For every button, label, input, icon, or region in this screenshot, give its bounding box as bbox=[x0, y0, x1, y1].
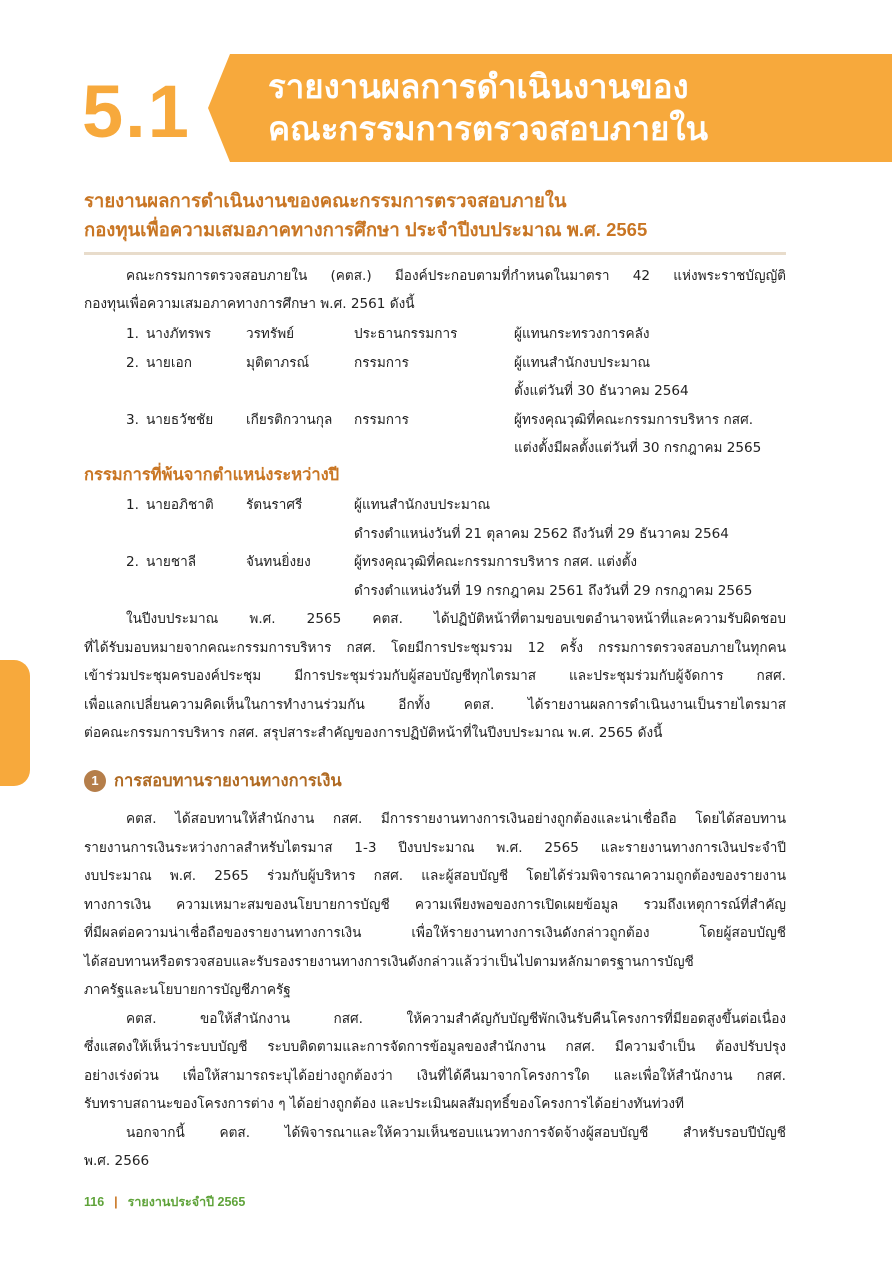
summary-line: เพื่อแลกเปลี่ยนความคิดเห็นในการทำงานร่วมกัน อีกทั้ง คตส. ได้รายงานผลการดำเนินงานเป็นรายไตรมาส bbox=[84, 697, 786, 713]
retired-first-name: นายชาลี bbox=[146, 554, 197, 570]
paragraph-line: คตส. ขอให้สำนักงาน กสศ. ให้ความสำคัญกับบัญชีพักเงินรับคืนโครงการที่มียอดสูงขึ้นต่อเนื่อง bbox=[126, 1011, 786, 1027]
paragraph-line: คตส. ได้สอบทานให้สำนักงาน กสศ. มีการรายงานทางการเงินอย่างถูกต้องและน่าเชื่อถือ โดยได้สอบทาน bbox=[126, 811, 786, 827]
summary-line: ต่อคณะกรรมการบริหาร กสศ. สรุปสาระสำคัญของการปฏิบัติหน้าที่ในปีงบประมาณ พ.ศ. 2565 ดังนี้ bbox=[84, 725, 663, 741]
retired-no: 2. bbox=[126, 554, 139, 570]
page-number: 116 bbox=[84, 1195, 105, 1209]
member-representing-note: ตั้งแต่วันที่ 30 ธันวาคม 2564 bbox=[514, 383, 689, 399]
member-first-name: นางภัทรพร bbox=[146, 326, 212, 342]
member-no: 3. bbox=[126, 412, 139, 428]
intro-line1: คณะกรรมการตรวจสอบภายใน (คตส.) มีองค์ประกอบตามที่กำหนดในมาตรา 42 แห่งพระราชบัญญัติ bbox=[126, 268, 786, 284]
retired-term: ดำรงตำแหน่งวันที่ 21 ตุลาคม 2562 ถึงวันที่ 29 ธันวาคม 2564 bbox=[354, 526, 729, 542]
heading-divider bbox=[84, 252, 786, 255]
retired-position: ผู้ทรงคุณวุฒิที่คณะกรรมการบริหาร กสศ. แต่งตั้ง bbox=[354, 554, 638, 570]
paragraph-line: รับทราบสถานะของโครงการต่าง ๆ ได้อย่างถูกต้อง และประเมินผลสัมฤทธิ์ของโครงการได้อย่างทันท่วงที bbox=[84, 1096, 684, 1112]
retired-last-name: รัตนราศรี bbox=[246, 497, 303, 513]
footer-separator: | bbox=[114, 1195, 118, 1209]
member-role: ประธานกรรมการ bbox=[354, 326, 458, 342]
member-representing: ผู้แทนกระทรวงการคลัง bbox=[514, 326, 650, 342]
member-representing: ผู้แทนสำนักงบประมาณ bbox=[514, 355, 651, 371]
side-tab-marker bbox=[0, 660, 30, 786]
paragraph-line: ภาครัฐและนโยบายการบัญชีภาครัฐ bbox=[84, 982, 291, 998]
section-title-line1: รายงานผลการดำเนินงานของ bbox=[268, 68, 689, 105]
paragraph-line: ได้สอบทานหรือตรวจสอบและรับรองรายงานทางการเงินดังกล่าวแล้วว่าเป็นไปตามหลักมาตรฐานการบัญชี bbox=[84, 954, 694, 970]
topic-number-badge: 1 bbox=[84, 770, 106, 792]
footer-label: รายงานประจำปี 2565 bbox=[127, 1195, 246, 1209]
report-heading-line2: กองทุนเพื่อความเสมอภาคทางการศึกษา ประจำปีงบประมาณ พ.ศ. 2565 bbox=[84, 219, 648, 240]
intro-line2: กองทุนเพื่อความเสมอภาคทางการศึกษา พ.ศ. 2561 ดังนี้ bbox=[84, 296, 415, 312]
retired-members-heading: กรรมการที่พ้นจากตำแหน่งระหว่างปี bbox=[84, 466, 340, 484]
retired-term: ดำรงตำแหน่งวันที่ 19 กรกฎาคม 2561 ถึงวันที่ 29 กรกฎาคม 2565 bbox=[354, 583, 753, 599]
member-last-name: มุติตาภรณ์ bbox=[246, 355, 310, 371]
retired-no: 1. bbox=[126, 497, 139, 513]
section-title bbox=[268, 66, 868, 150]
paragraph-line: อย่างเร่งด่วน เพื่อให้สามารถระบุได้อย่างถูกต้องว่า เงินที่ได้คืนมาจากโครงการใด และเพื่อให้สำนักงาน กสศ. bbox=[84, 1068, 786, 1084]
report-heading bbox=[84, 186, 804, 244]
member-last-name: วรทรัพย์ bbox=[246, 326, 295, 342]
member-no: 2. bbox=[126, 355, 139, 371]
section-number: 5.1 bbox=[82, 70, 191, 153]
paragraph-line: รายงานการเงินระหว่างกาลสำหรับไตรมาส 1-3 ปีงบประมาณ พ.ศ. 2565 และรายงานทางการเงินประจำปี bbox=[84, 840, 786, 856]
topic-title: การสอบทานรายงานทางการเงิน bbox=[114, 772, 342, 790]
member-representing: ผู้ทรงคุณวุฒิที่คณะกรรมการบริหาร กสศ. bbox=[514, 412, 754, 428]
member-no: 1. bbox=[126, 326, 139, 342]
member-first-name: นายธวัชชัย bbox=[146, 412, 214, 428]
retired-position: ผู้แทนสำนักงบประมาณ bbox=[354, 497, 491, 513]
summary-line: ในปีงบประมาณ พ.ศ. 2565 คตส. ได้ปฏิบัติหน้าที่ตามขอบเขตอำนาจหน้าที่และความรับผิดชอบ bbox=[126, 611, 786, 627]
paragraph-line: งบประมาณ พ.ศ. 2565 ร่วมกับผู้บริหาร กสศ. และผู้สอบบัญชี โดยได้ร่วมพิจารณาความถูกต้องของรายงาน bbox=[84, 868, 786, 884]
paragraph-line: ซึ่งแสดงให้เห็นว่าระบบบัญชี ระบบติดตามและการจัดการข้อมูลของสำนักงาน กสศ. มีความจำเป็น ต้องปรับปรุง bbox=[84, 1039, 786, 1055]
section-title-line2: คณะกรรมการตรวจสอบภายใน bbox=[268, 110, 709, 147]
member-representing-note: แต่งตั้งมีผลตั้งแต่วันที่ 30 กรกฎาคม 2565 bbox=[514, 440, 762, 456]
paragraph-line: ที่มีผลต่อความน่าเชื่อถือของรายงานทางการเงิน เพื่อให้รายงานทางการเงินดังกล่าวถูกต้อง โดยผู้สอบบัญชี bbox=[84, 925, 786, 941]
report-heading-line1: รายงานผลการดำเนินงานของคณะกรรมการตรวจสอบภายใน bbox=[84, 190, 567, 211]
page-footer bbox=[84, 1192, 245, 1212]
summary-line: เข้าร่วมประชุมครบองค์ประชุม มีการประชุมร่วมกับผู้สอบบัญชีทุกไตรมาส และประชุมร่วมกับผู้จัดการ กสศ. bbox=[84, 668, 786, 684]
paragraph-line: นอกจากนี้ คตส. ได้พิจารณาและให้ความเห็นชอบแนวทางการจัดจ้างผู้สอบบัญชี สำหรับรอบปีบัญชี bbox=[126, 1125, 786, 1141]
retired-first-name: นายอภิชาติ bbox=[146, 497, 214, 513]
member-role: กรรมการ bbox=[354, 355, 409, 371]
retired-last-name: จันทนยิ่งยง bbox=[246, 554, 311, 570]
member-role: กรรมการ bbox=[354, 412, 409, 428]
member-first-name: นายเอก bbox=[146, 355, 192, 371]
summary-line: ที่ได้รับมอบหมายจากคณะกรรมการบริหาร กสศ. โดยมีการประชุมรวม 12 ครั้ง กรรมการตรวจสอบภายในทุกคน bbox=[84, 640, 786, 656]
member-last-name: เกียรติกวานกุล bbox=[246, 412, 333, 428]
paragraph-line: ทางการเงิน ความเหมาะสมของนโยบายการบัญชี ความเพียงพอของการเปิดเผยข้อมูล รวมถึงเหตุการณ์ที่สำคัญ bbox=[84, 897, 786, 913]
paragraph-line: พ.ศ. 2566 bbox=[84, 1153, 150, 1169]
